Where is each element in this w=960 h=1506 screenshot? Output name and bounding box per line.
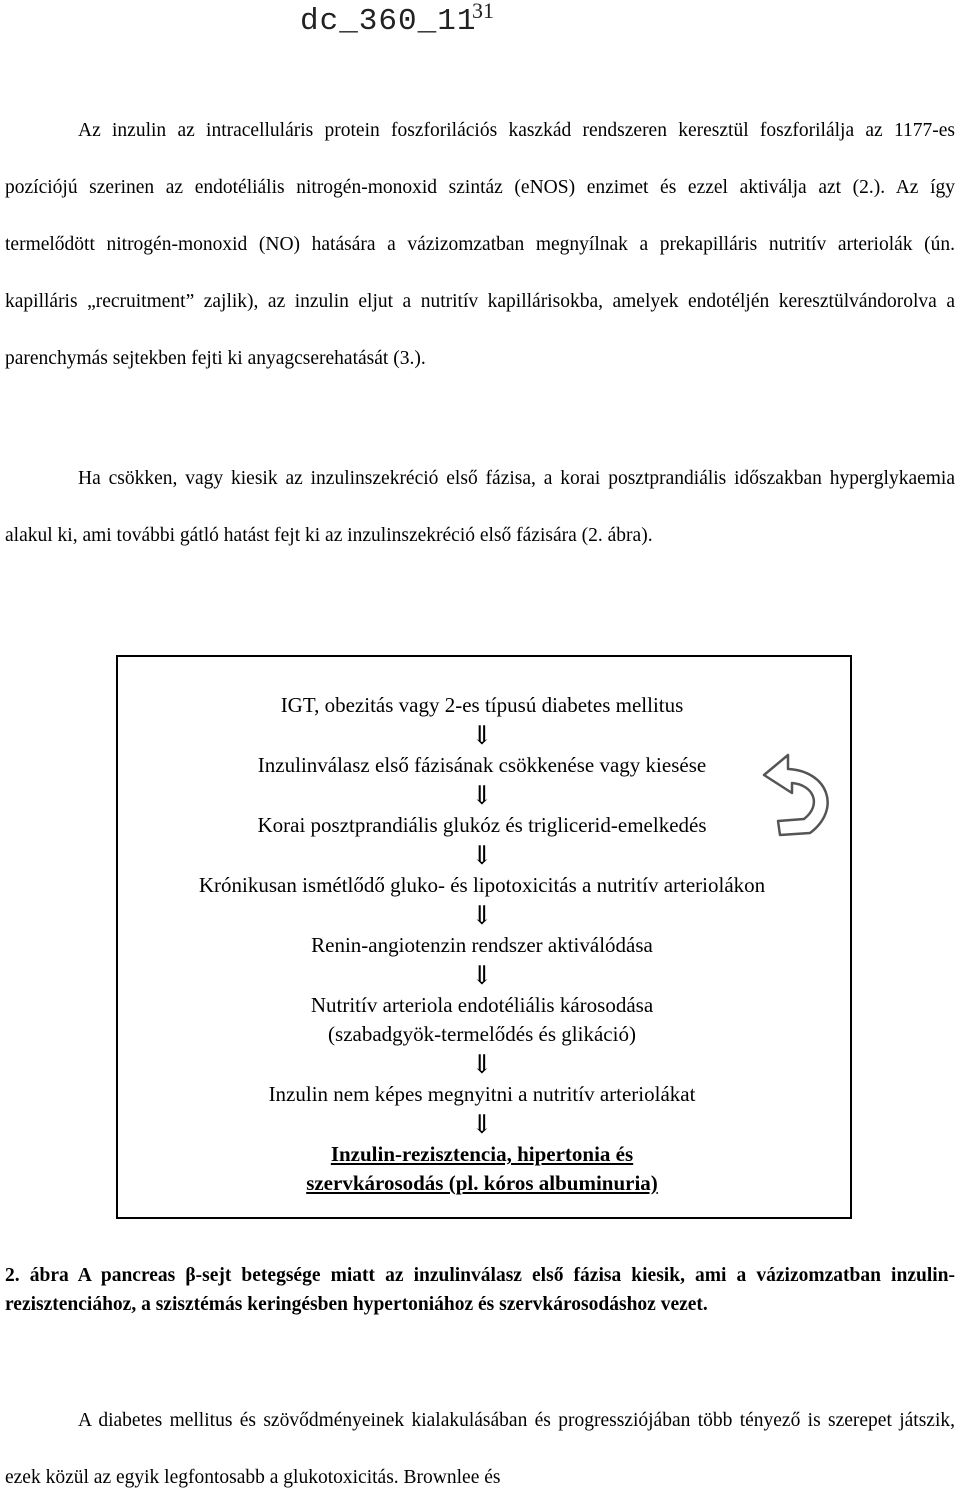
- figure-flowchart: [116, 655, 852, 1219]
- paragraph-first-phase: [5, 450, 955, 564]
- paragraph-insulin-enos: [5, 102, 955, 387]
- flow-final-2: szervkárosodás (pl. kóros albuminuria): [306, 1171, 658, 1195]
- figure-caption: 2. ábra A pancreas β-sejt betegsége miatt az inzulinválasz első fázisa kiesik, ami a vázizomzatban inzulin-rezisztenciához, a szisztémás keringésben hypertoniához és szervkárosodáshoz vezet.: [5, 1265, 955, 1315]
- flow-final-1: Inzulin-rezisztencia, hipertonia és: [330, 1142, 634, 1166]
- down-arrow-icon: ⇓: [471, 781, 493, 810]
- down-arrow-icon: ⇓: [471, 901, 493, 930]
- flow-step-2: Inzulinválasz első fázisának csökkenése vagy kiesése: [257, 753, 707, 777]
- flow-step-5: Renin-angiotenzin rendszer aktiválódása: [311, 933, 653, 957]
- paragraph-text: Ha csökken, vagy kiesik az inzulinszekréció első fázisa, a korai posztprandiális időszakban hyperglykaemia alakul ki, ami további gátló hatást fejt ki az inzulinszekréció első fázisára (2. ábra).: [5, 468, 955, 546]
- paragraph-text: A diabetes mellitus és szövődményeinek kialakulásában és progressziójában több tényező is szerepet játszik, ezek közül az egyik legfontosabb a glukotoxicitás. Brownlee és: [5, 1410, 955, 1488]
- flow-step-6a: Nutritív arteriola endotéliális károsodása: [310, 993, 654, 1017]
- down-arrow-icon: ⇓: [471, 1050, 493, 1079]
- paragraph-text: Az inzulin az intracelluláris protein foszforilációs kaszkád rendszeren keresztül foszforilálja az 1177-es pozíciójú szerinen az endotéliális nitrogén-monoxid szintáz (eNOS) enzimet és ezzel aktiválja azt (2.). Az így termelődött nitrogén-monoxid (NO) hatására a vázizomzatban megnyílnak a prekapilláris nutritív arteriolák (ún. kapilláris „recruitment” zajlik), az inzulin eljut a nutritív kapillárisokba, amelyek endotéljén keresztülvándorolva a parenchymás sejtekben fejti ki anyagcserehatását (3.).: [5, 120, 955, 369]
- document-code: dc_360_11: [300, 4, 477, 39]
- flow-step-7: Inzulin nem képes megnyitni a nutritív arteriolákat: [268, 1082, 696, 1106]
- flow-step-3: Korai posztprandiális glukóz és triglicerid-emelkedés: [257, 813, 707, 837]
- flow-step-1: IGT, obezitás vagy 2-es típusú diabetes mellitus: [280, 693, 684, 717]
- flow-step-6b: (szabadgyök-termelődés és glikáció): [328, 1022, 636, 1046]
- feedback-arrow-icon: [758, 749, 842, 845]
- paragraph-glucotoxicity: [5, 1392, 955, 1506]
- down-arrow-icon: ⇓: [471, 841, 493, 870]
- flow-step-4: Krónikusan ismétlődő gluko- és lipotoxicitás a nutritív arteriolákon: [198, 873, 766, 897]
- down-arrow-icon: ⇓: [471, 1110, 493, 1139]
- down-arrow-icon: ⇓: [471, 721, 493, 750]
- flowchart-steps: [118, 691, 846, 1198]
- page-number: 31: [472, 0, 494, 23]
- down-arrow-icon: ⇓: [471, 961, 493, 990]
